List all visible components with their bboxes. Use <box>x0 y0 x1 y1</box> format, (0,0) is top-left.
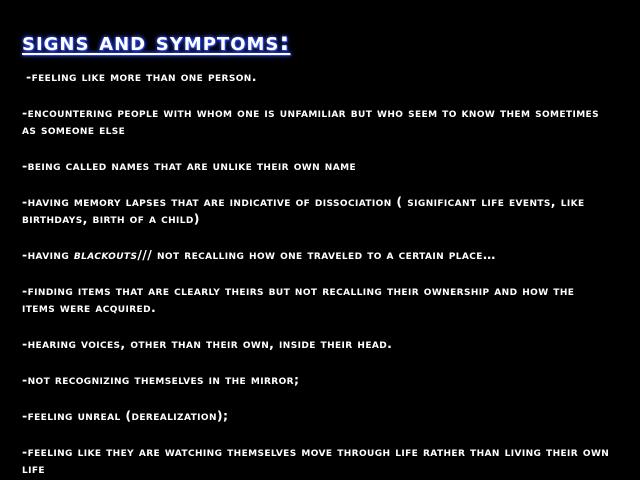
symptom-item-5-prefix: -having <box>22 247 74 262</box>
symptom-item-5-suffix: not recalling how one traveled to a certain place… <box>152 247 496 262</box>
symptom-item-3: -being called names that are unlike their own name <box>22 158 356 173</box>
spacer <box>22 388 612 407</box>
spacer <box>22 85 612 104</box>
symptom-item-1: -feeling like more than one person. <box>26 69 257 84</box>
symptom-item-10: -feeling like they are watching themselves move through life rather than living their own life <box>22 444 610 476</box>
spacer <box>22 174 612 193</box>
spacer <box>22 352 612 371</box>
symptom-list <box>22 68 612 477</box>
symptom-item-7: -hearing voices, other than their own, inside their head. <box>22 336 393 351</box>
symptom-item-6: -finding items that are clearly theirs but not recalling their ownership and how the items were acquired. <box>22 283 575 315</box>
spacer <box>22 227 612 246</box>
symptom-item-5 <box>22 246 612 263</box>
spacer <box>22 263 612 282</box>
blackouts-marks: /// <box>137 247 153 262</box>
symptom-item-9: -feeling unreal (derealization); <box>22 408 229 423</box>
spacer <box>22 316 612 335</box>
slide-title: signs and symptoms: <box>22 27 291 56</box>
symptom-item-2: -encountering people with whom one is unfamiliar but who seem to know them sometimes as someone else <box>22 105 599 137</box>
blackouts-emphasis: blackouts <box>73 247 138 262</box>
symptom-item-4: -having memory lapses that are indicative of dissociation ( significant life events, like birthdays, birth of a child) <box>22 194 585 226</box>
spacer <box>22 424 612 443</box>
spacer <box>22 138 612 157</box>
symptom-item-8: -not recognizing themselves in the mirror; <box>22 372 300 387</box>
